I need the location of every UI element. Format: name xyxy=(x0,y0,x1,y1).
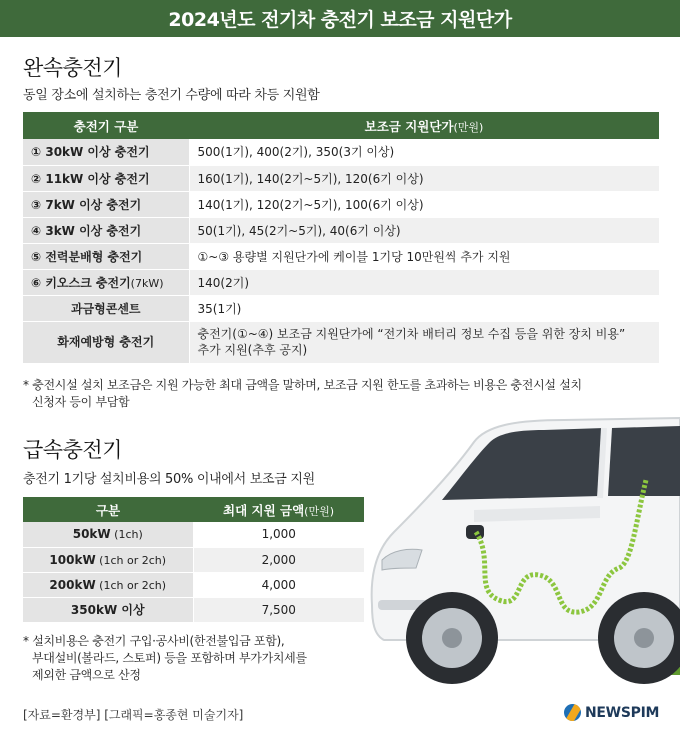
newspim-logo-text: NEWSPIM xyxy=(585,704,660,721)
subsidy-value: 충전기(①~④) 보조금 지원단가에 “전기차 배터리 정보 수집 등을 위한 장치 비용” 추가 지원(추후 공지) xyxy=(189,321,659,363)
column-header-max-amount: 최대 지원 금액(만원) xyxy=(193,497,364,522)
table-row xyxy=(23,295,659,321)
charger-type: ④ 3kW 이상 충전기 xyxy=(23,217,189,243)
max-amount: 2,000 xyxy=(193,547,364,572)
charger-type: 과금형콘센트 xyxy=(23,295,189,321)
slow-charger-subtitle: 동일 장소에 설치하는 충전기 수량에 따라 차등 지원함 xyxy=(23,88,320,103)
newspim-logo-icon xyxy=(564,704,581,721)
max-amount: 7,500 xyxy=(193,597,364,622)
column-header-subsidy: 보조금 지원단가(만원) xyxy=(189,112,659,139)
subsidy-value: 140(2기) xyxy=(189,269,659,295)
slow-charger-title: 완속충전기 xyxy=(23,56,122,80)
table-row xyxy=(23,321,659,363)
slow-charger-note: * 충전시설 설치 보조금은 지원 가능한 최대 금액을 말하며, 보조금 지원 한도를 초과하는 비용은 충전시설 설치 신청자 등이 부담함 xyxy=(23,378,582,409)
subsidy-value: 50(1기), 45(2기~5기), 40(6기 이상) xyxy=(189,217,659,243)
charger-capacity: 50kW (1ch) xyxy=(23,522,193,547)
subsidy-value: 160(1기), 140(2기~5기), 120(6기 이상) xyxy=(189,165,659,191)
source-credit: [자료=환경부] [그래픽=홍종현 미술기자] xyxy=(23,708,244,722)
page-title: 2024년도 전기차 충전기 보조금 지원단가 xyxy=(168,9,512,31)
table-row xyxy=(23,572,364,597)
max-amount: 1,000 xyxy=(193,522,364,547)
column-header-category: 구분 xyxy=(23,497,193,522)
charger-type: 화재예방형 충전기 xyxy=(23,321,189,363)
fast-charger-note: * 설치비용은 충전기 구입·공사비(한전불입금 포함), 부대설비(볼라드, 스토퍼) 등을 포함하며 부가가치세를 제외한 금액으로 산정 xyxy=(23,634,307,682)
column-header-category: 충전기 구분 xyxy=(23,112,189,139)
table-row xyxy=(23,269,659,295)
slow-charger-table xyxy=(23,112,659,364)
header-banner xyxy=(0,0,680,37)
newspim-logo xyxy=(564,704,659,721)
max-amount: 4,000 xyxy=(193,572,364,597)
electric-car-illustration xyxy=(364,400,680,700)
table-row xyxy=(23,547,364,572)
subsidy-value: 35(1기) xyxy=(189,295,659,321)
subsidy-value: 500(1기), 400(2기), 350(3기 이상) xyxy=(189,139,659,165)
subsidy-value: 140(1기), 120(2기~5기), 100(6기 이상) xyxy=(189,191,659,217)
fast-charger-title: 급속충전기 xyxy=(23,438,122,462)
charger-type: ② 11kW 이상 충전기 xyxy=(23,165,189,191)
charger-capacity: 200kW (1ch or 2ch) xyxy=(23,572,193,597)
table-header-row xyxy=(23,112,659,139)
table-row xyxy=(23,191,659,217)
fast-charger-subtitle: 충전기 1기당 설치비용의 50% 이내에서 보조금 지원 xyxy=(23,472,315,487)
table-row xyxy=(23,217,659,243)
charger-type: ⑤ 전력분배형 충전기 xyxy=(23,243,189,269)
table-row xyxy=(23,597,364,622)
charger-type: ① 30kW 이상 충전기 xyxy=(23,139,189,165)
table-row xyxy=(23,243,659,269)
table-row xyxy=(23,522,364,547)
table-row xyxy=(23,139,659,165)
table-row xyxy=(23,165,659,191)
charger-capacity: 100kW (1ch or 2ch) xyxy=(23,547,193,572)
charger-type: ③ 7kW 이상 충전기 xyxy=(23,191,189,217)
fast-charger-table xyxy=(23,497,364,623)
table-header-row xyxy=(23,497,364,522)
charger-capacity: 350kW 이상 xyxy=(23,597,193,622)
subsidy-value: ①~③ 용량별 지원단가에 케이블 1기당 10만원씩 추가 지원 xyxy=(189,243,659,269)
charger-type: ⑥ 키오스크 충전기(7kW) xyxy=(23,269,189,295)
